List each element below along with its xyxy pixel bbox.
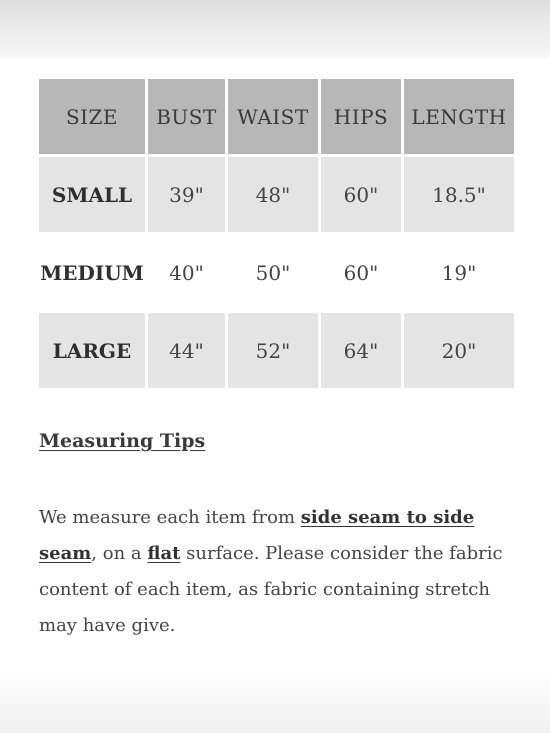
bust-value: 39" [148,157,225,232]
length-value: 20" [404,313,514,388]
size-label: LARGE [39,313,145,388]
waist-value: 52" [228,313,318,388]
hips-value: 60" [321,157,401,232]
top-shade [0,0,550,58]
table-row-small [39,157,514,232]
waist-value: 48" [228,157,318,232]
waist-value: 50" [228,235,318,310]
bust-value: 40" [148,235,225,310]
hips-value: 64" [321,313,401,388]
header-hips: HIPS [321,79,401,154]
length-value: 18.5" [404,157,514,232]
size-label: SMALL [39,157,145,232]
header-waist: WAIST [228,79,318,154]
header-size: SIZE [39,79,145,154]
bust-value: 44" [148,313,225,388]
side-seam-emphasis: side seam to side seam [39,507,475,564]
table-row-large [39,313,514,388]
hips-value: 60" [321,235,401,310]
header-bust: BUST [148,79,225,154]
size-label: MEDIUM [39,235,145,310]
tips-text-part: , on a [91,543,148,564]
length-value: 19" [404,235,514,310]
header-length: LENGTH [404,79,514,154]
tips-text-part: surface. Please consider the fabric content of each item, as fabric containing stretch may have give. [39,543,503,636]
bottom-shade [0,673,550,733]
measuring-tips-text [39,500,514,644]
measuring-tips-heading: Measuring Tips [39,430,206,452]
table-header-row [39,79,514,154]
table-row-medium [39,235,514,310]
flat-emphasis: flat [147,543,181,564]
size-chart-table [36,76,517,391]
tips-text-part: We measure each item from [39,507,301,528]
